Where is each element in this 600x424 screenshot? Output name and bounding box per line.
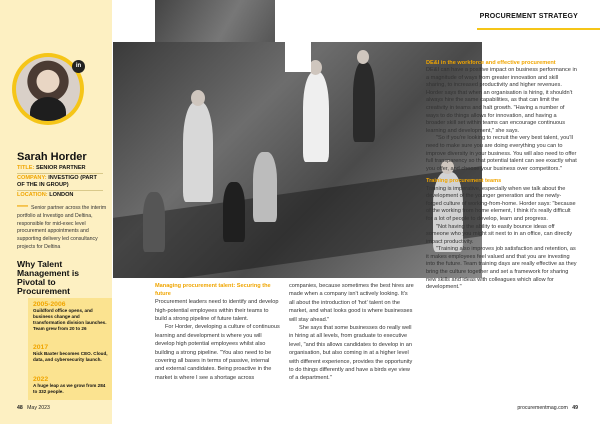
timeline-item (33, 376, 109, 395)
page-number-left: 48 (17, 405, 23, 411)
location-key: LOCATION: (17, 192, 48, 198)
photo-person (253, 152, 277, 222)
page-number-right: 49 (572, 405, 578, 411)
column-heading: DE&I in the workforce and effective procurement (426, 60, 556, 66)
article-column-3 (426, 59, 577, 292)
profile-name: Sarah Horder (17, 151, 87, 163)
column-heading: Managing procurement talent: Securing the future (155, 283, 271, 298)
timeline-text: Nick Baxter becomes CEO. Cloud, data, and cybersecurity launch. (33, 351, 108, 362)
location-value: LONDON (49, 192, 74, 198)
company-key: COMPANY: (17, 175, 47, 181)
timeline-year: 2017 (33, 344, 49, 351)
paragraph: Training is imperative, especially when we talk about the development of the younger generation and the newly-forged culture of working-from-home. Horder says: "because of the working from home element, I think it's really difficult for a lot of people to develop, learn and progress. (426, 185, 576, 222)
timeline-item (33, 344, 109, 363)
avatar (16, 57, 80, 121)
profile-title-row (17, 165, 86, 172)
header-rule (477, 28, 600, 30)
photo-person-head (357, 50, 369, 64)
title-value: SENIOR PARTNER (35, 165, 86, 171)
title-key: TITLE: (17, 165, 35, 171)
quote-icon: — (17, 200, 28, 212)
column-heading: Training procurement teams (426, 178, 502, 185)
avatar-body (30, 97, 66, 121)
paragraph: companies, because sometimes the best hires are made when a company isn't actively looking. It's all about the introduction of 'hot' talent on the market, and what looks good is where businesses will stay ahead." (289, 283, 414, 323)
section-label: PROCUREMENT STRATEGY (479, 13, 578, 20)
photo-person (303, 72, 329, 162)
article-column-2 (289, 282, 414, 383)
profile-company-row (17, 175, 105, 189)
photo-person (353, 62, 375, 142)
company-value: INVESTIGO (PART OF THE IN GROUP) (17, 175, 97, 188)
photo-person (183, 102, 213, 202)
paragraph: "Not having the ability to easily bounce ideas off someone who you might sit next to in an office, can directly impact productivity. (426, 223, 573, 245)
footer-left (17, 405, 50, 411)
issue-date: May 2023 (27, 405, 50, 411)
paragraph: "So if you're looking to recruit the very best talent, you'll need to make sure you are doing everything you can to improve diversity in your business. You will also need to offer full transparency so that potential talent can see exactly what you offer, and choose your business over competitors." (426, 135, 577, 172)
timeline-text: Guildford office opens, and business change and transformation division launches. Team grew from 20 to 26 (33, 308, 107, 331)
photo-person (143, 192, 165, 252)
article-column-1 (155, 282, 280, 382)
linkedin-icon[interactable]: in (72, 60, 85, 73)
photo-mask (285, 42, 311, 72)
paragraph: For Horder, developing a culture of continuous learning and development is where you will develop high potential employees whilst also building a strong pipeline. "You also need to be covering all bases in terms of passive, internal and external candidates. Being proactive in the market is where I see a shortage across (155, 324, 280, 381)
timeline-year: 2005-2006 (33, 301, 66, 308)
divider (17, 190, 103, 191)
sidebar-heading: Why Talent Management is Pivotal to Procurement (17, 259, 80, 297)
timeline-year: 2022 (33, 376, 49, 383)
paragraph: Procurement leaders need to identify and develop high-potential employees within their teams to build a strong pipeline of future talent. (155, 299, 279, 322)
photo-person (223, 182, 245, 242)
profile-bio: Senior partner across the interim portfolio at Investigo and Deltina, responsible for mid-exec level procurement appointments and supporting delivery led consultancy projects for Deltina (17, 205, 107, 250)
paragraph: "Training also improves job satisfaction and retention, as it makes employees feel valued and that you are investing into the future. Team training days are really effective as they bring the culture together and set a framework for sharing new skills and ideas with colleagues which allow for development." (426, 246, 577, 291)
footer-right (517, 405, 578, 411)
paragraph: DE&I can have a positive impact on business performance in a magnitude of ways from greater innovation and skill sharing, to increased productivity and higher revenues. Horder says that when an organisation is hiring, it shouldn't always hire the same capabilities, as that can limit the creativity in teams and halt growth. "Having a number of ways to do things allows for innovation, and having a broader skill set within teams can encourage continuous learning and development," she says. (426, 67, 577, 134)
site-url[interactable]: procurementmag.com (517, 405, 568, 411)
timeline-text: A huge leap as we grow from 284 to 332 people. (33, 383, 106, 394)
timeline-item (33, 301, 109, 332)
photo-person-head (191, 90, 205, 106)
profile-location-row (17, 192, 73, 199)
paragraph: She says that some businesses do really well in hiring at all levels, from graduate to executive level, "and this allows candidates to develop in an organisation, but also coming in at a higher level with different experience, provides the opportunity to do things differently and have a birds eye view of a department." (289, 324, 413, 382)
photo-top-strip (155, 0, 275, 42)
divider (17, 173, 103, 174)
